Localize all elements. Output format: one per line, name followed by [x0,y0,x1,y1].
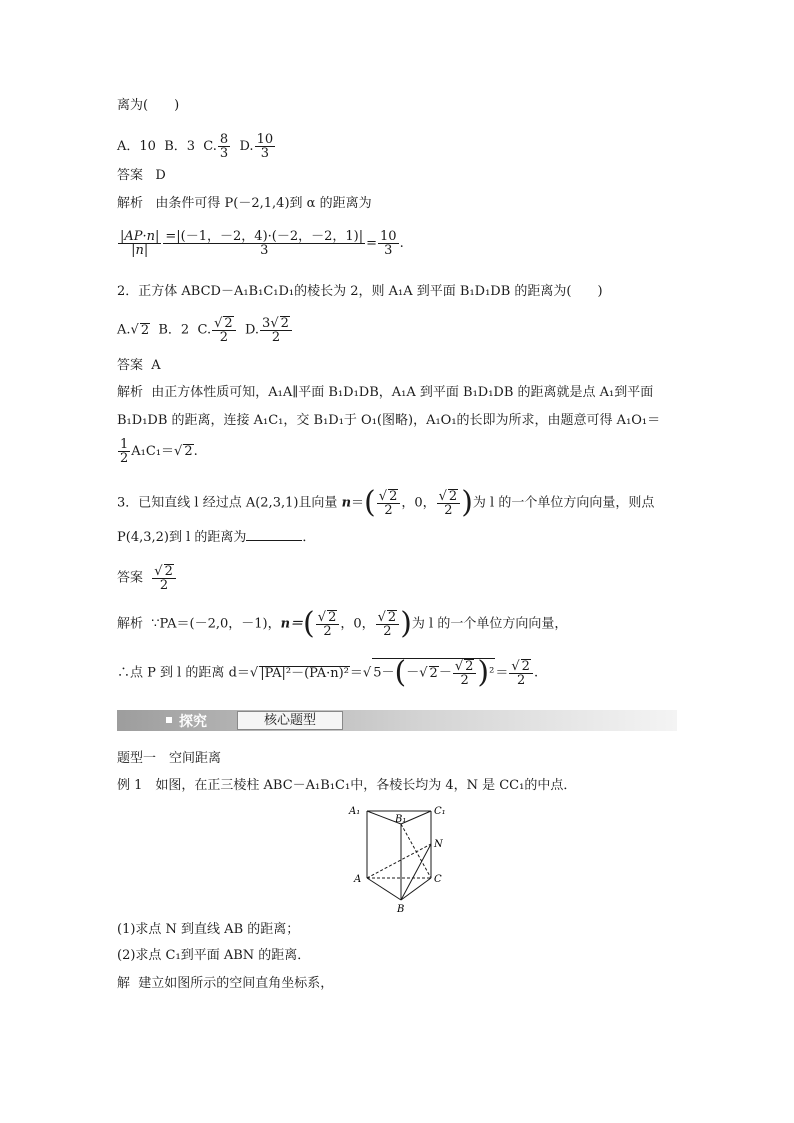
q2-options: A.√ 2 B．2 C. $\frac{√ 2}{2}$ D. $\frac{3√ 2}{2}$ [117,316,293,344]
example-1-stem: 例 1 如图，在正三棱柱 ABC－A₁B₁C₁中，各棱长均为 4，N 是 CC₁的中点． [117,778,577,793]
analysis-text: 由条件可得 P(－2,1,4)到 α 的距离为 [155,196,372,211]
label-c1: C₁ [434,806,446,817]
q3-analysis-line1: 解析 ∵PA＝(－2,0，－1)，n＝( $\frac{√ 2}{2}$ ，0， $\frac{√ 2}{2}$ )为 l 的一个单位方向向量， [117,606,568,641]
answer-blank [246,540,302,541]
label-a: A [354,874,362,885]
q2-analysis-line2: B₁D₁DB 的距离，连接 A₁C₁，交 B₁D₁于 O₁(图略)，A₁O₁的长即为所求，由题意可得 A₁O₁＝ [117,413,661,428]
q3-answer: 答案 $\frac{√ 2}{2}$ [117,564,177,592]
label-c: C [434,874,442,885]
q1-option-a: A．10 [117,139,156,154]
q1-formula-mid: $\frac{=|(-1,-2,4)\cdot(-2,-2,1)|}{3}$ [165,229,364,258]
q1-formula: $\frac{|AP\cdot n|}{|n|}$ $\frac{=|(-1,-2,4)\cdot(-2,-2,1)|}{3}$ = $\frac{10}{3}$ . [120,229,404,258]
q2-analysis-line3: $\frac{1}{2}$ A₁C₁＝√ 2. [120,437,198,466]
q2-answer: 答案 A [117,358,161,373]
label-a1: A₁ [349,806,361,817]
q3-stem-line2: P(4,3,2)到 l 的距离为 ． [117,530,316,545]
q2-option-c-frac: $\frac{√ 2}{2}$ [212,316,236,344]
q2-analysis-line1: 解析 由正方体性质可知，A₁A∥平面 B₁D₁DB，A₁A 到平面 B₁D₁DB 的距离就是点 A₁到平面 [117,385,654,400]
q1-option-d-frac: $\frac{10}{3}$ [256,132,274,161]
label-b: B [397,904,405,915]
label-b1: B₁ [395,814,407,825]
answer-value: D [155,168,166,183]
label-n: N [434,839,443,850]
banner-bullet-icon [166,717,172,723]
q1-analysis [117,195,372,213]
q1-answer [117,167,166,185]
q1-option-b: B．3 [164,139,196,154]
q2-option-d-frac: $\frac{3√ 2}{2}$ [260,316,292,344]
banner-title: 探究 [179,714,207,730]
q1-option-c: C. [203,139,217,154]
q2-stem: 2．正方体 ABCD－A₁B₁C₁D₁的棱长为 2，则 A₁A 到平面 B₁D₁DB 的距离为( ) [117,284,603,299]
type-title: 题型一 空间距离 [117,751,222,766]
q1-formula-result: $\frac{10}{3}$ [380,229,397,258]
q1-option-d: D. [239,139,254,154]
section-banner [117,710,677,731]
q1-option-c-frac: $\frac{8}{3}$ [219,132,229,161]
q3-stem-line1: 3．已知直线 l 经过点 A(2,3,1)且向量 n＝( $\frac{√ 2}{2}$ ，0， $\frac{√ 2}{2}$ )为 l 的一个单位方向向量，则点 [117,485,655,520]
question-1: (1)求点 N 到直线 AB 的距离； [117,922,300,937]
q1-formula-frac: $\frac{|AP\cdot n|}{|n|}$ [120,229,160,258]
analysis-label: 解析 [117,196,144,211]
q3-analysis-line2: ∴点 P 到 l 的距离 d＝√ |PA|²－(PA·n)²＝√ 5－(－√ 2－ $\frac{√ 2}{2}$ )²＝ $\frac{√ 2}{2}$ . [117,655,539,690]
question-2: (2)求点 C₁到平面 ABN 的距离． [117,948,311,963]
q1-stem-tail: 离为( ) [117,98,180,113]
answer-label: 答案 [117,168,144,183]
q1-options [117,133,276,160]
banner-subtitle: 核心题型 [237,711,343,730]
prism-figure [345,800,455,915]
solution-line: 解 建立如图所示的空间直角坐标系， [117,976,334,991]
